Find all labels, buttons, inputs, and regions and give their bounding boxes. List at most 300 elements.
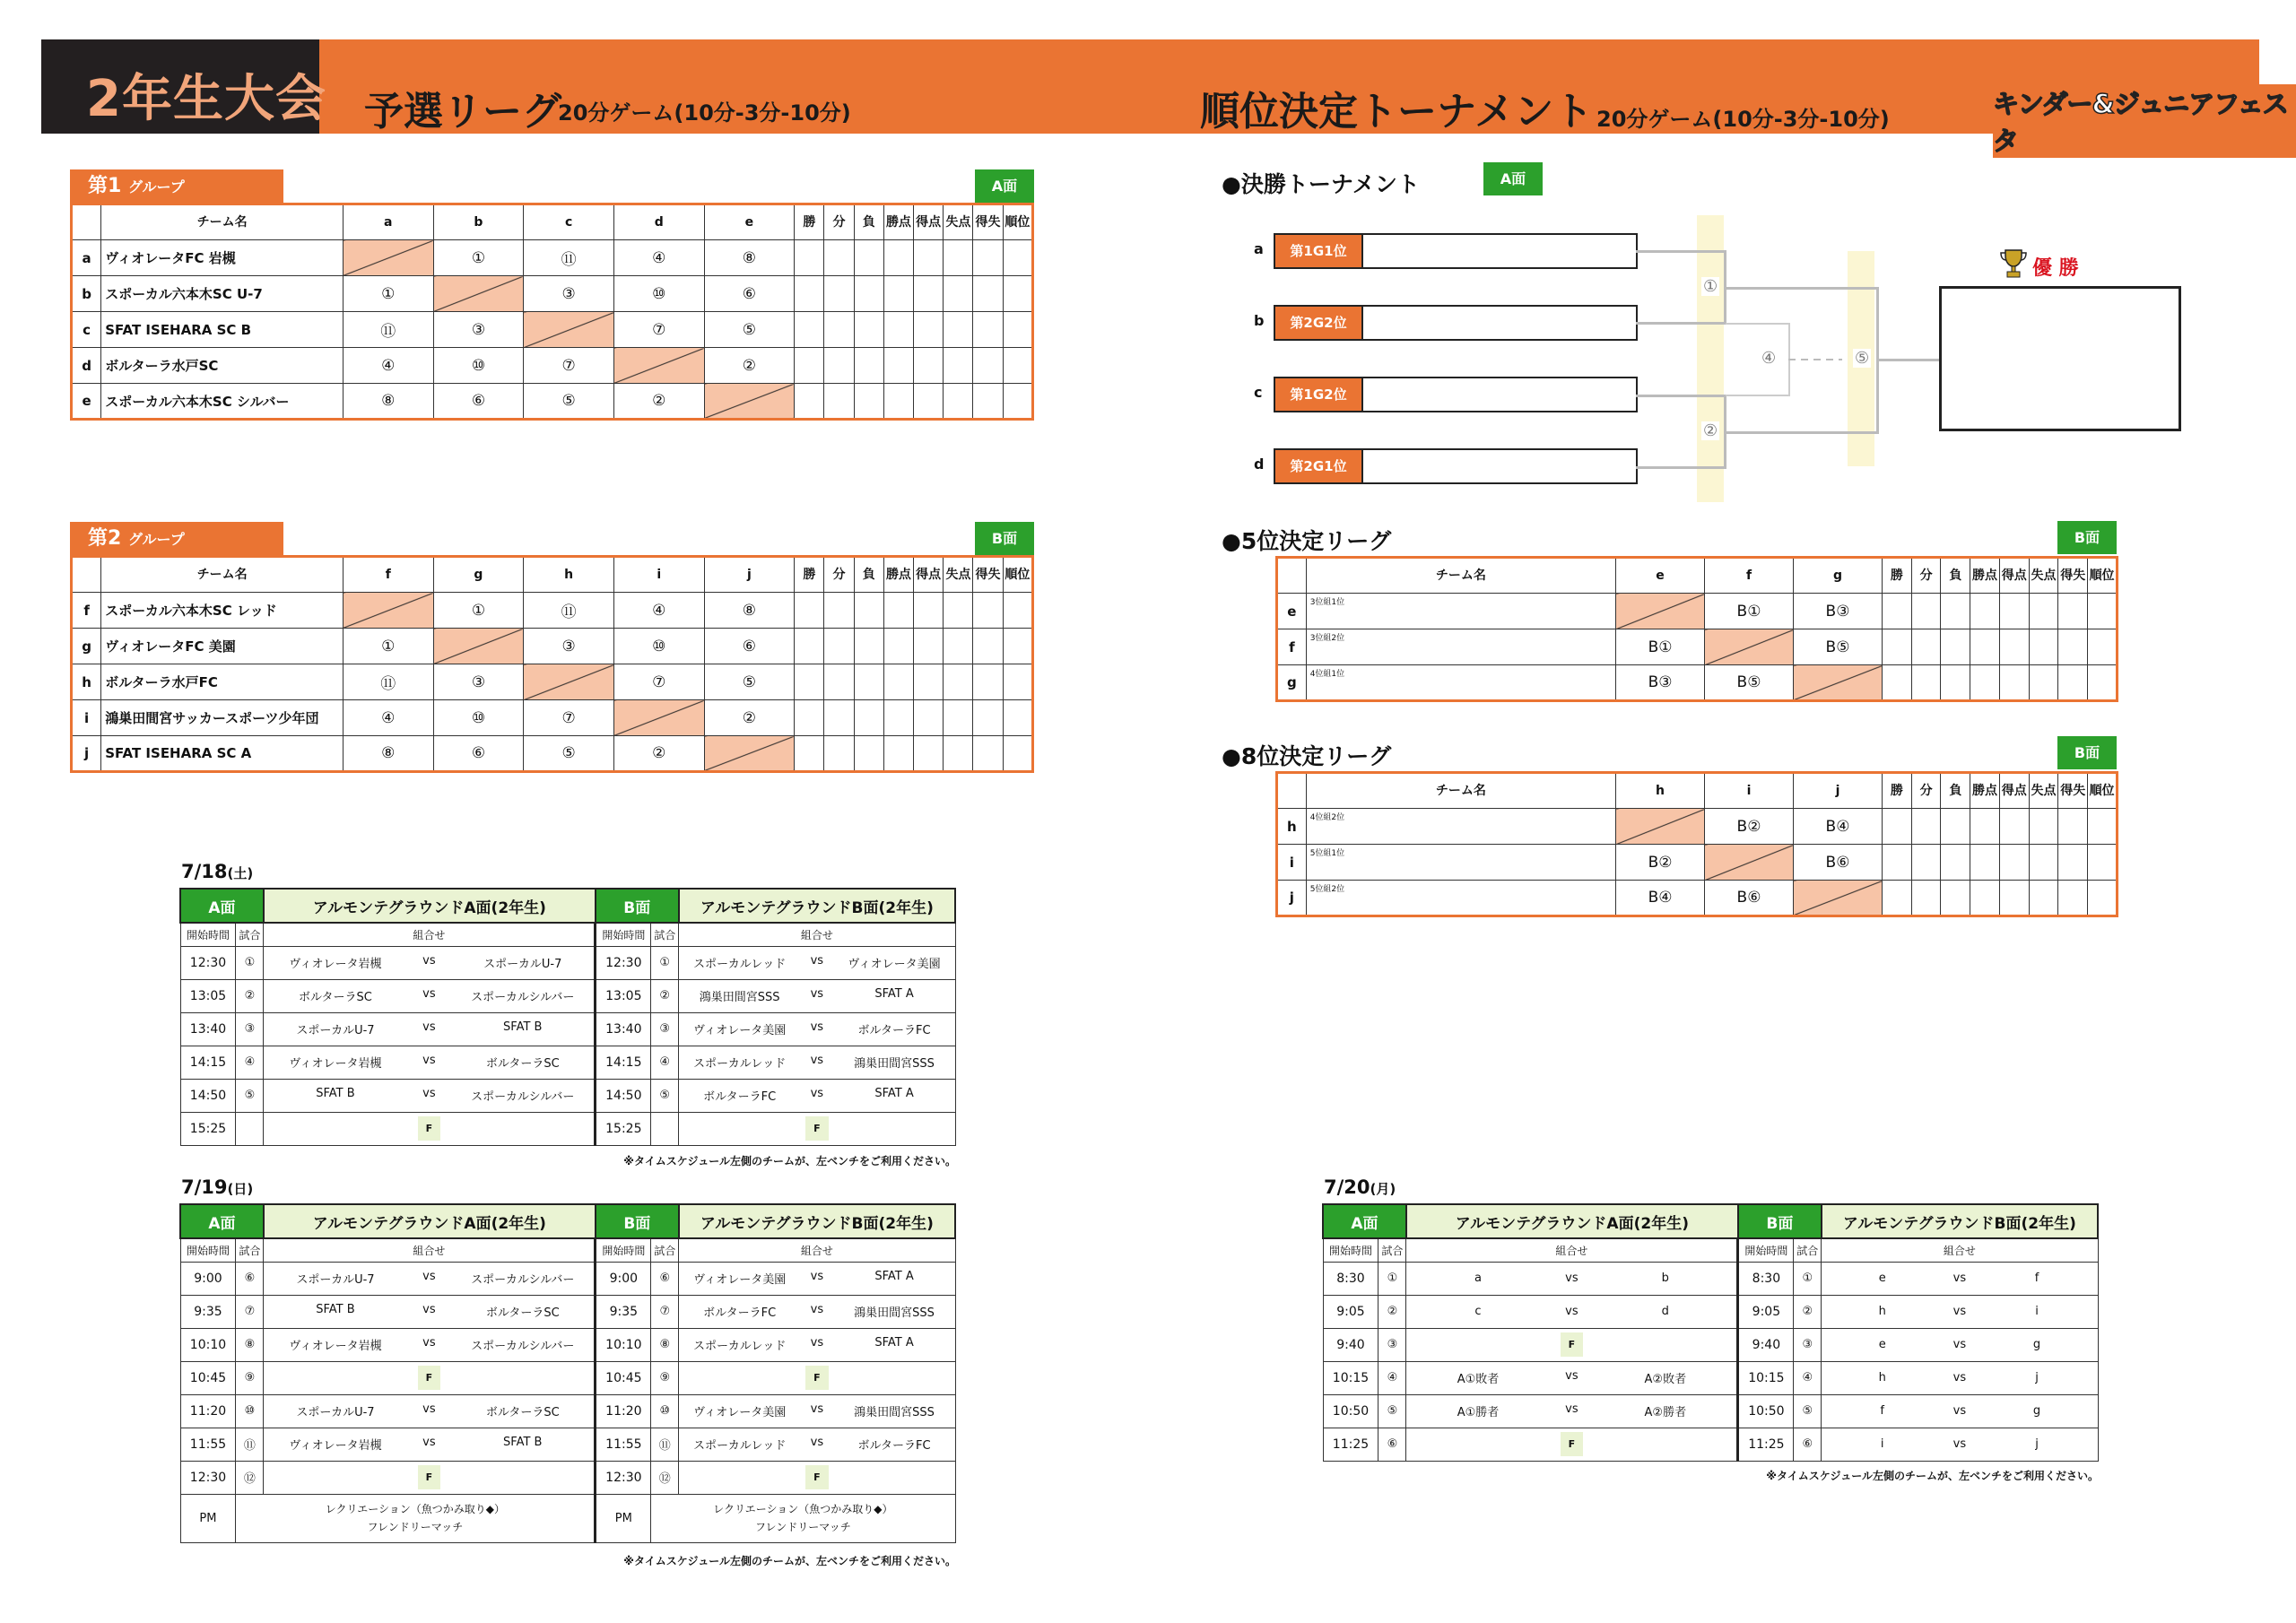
matchup-line: [679, 1336, 954, 1353]
start-time: 9:05: [1323, 1295, 1378, 1328]
self-cell: [704, 384, 795, 420]
stat-cell: [1970, 881, 2000, 916]
stat-cell: [824, 593, 854, 629]
team-row: [1277, 665, 2118, 701]
opponent-header: j: [704, 557, 795, 593]
stat-cell: [944, 593, 973, 629]
stat-header: 得点: [1999, 773, 2029, 809]
stat-cell: [1999, 665, 2029, 701]
matchup-line: [264, 1303, 594, 1320]
seed-label: 第1G1位: [1275, 235, 1363, 267]
match-cell: ①: [343, 276, 433, 312]
match-cell: B①: [1705, 594, 1794, 629]
matchup-line: [264, 1402, 594, 1419]
stat-cell: [2029, 881, 2058, 916]
stat-cell: [824, 384, 854, 420]
self-cell: [524, 312, 614, 348]
header-row: [72, 557, 1033, 593]
vs-label: vs: [422, 1270, 436, 1283]
team-letter: i: [72, 700, 101, 736]
matchup-line: [679, 1436, 954, 1453]
away-team: ボルターラFC: [857, 1024, 931, 1037]
match-cell: ⑥: [704, 276, 795, 312]
seed-label: 第2G1位: [1275, 450, 1363, 482]
team-row: [72, 629, 1033, 664]
stat-cell: [2058, 665, 2088, 701]
team-name: ヴィオレータFC 岩槻: [101, 240, 344, 276]
court-b-matchup: [679, 1361, 955, 1394]
stat-cell: [973, 384, 1003, 420]
stat-cell: [2088, 665, 2118, 701]
match-cell: ⑤: [704, 664, 795, 700]
matchup-line: [679, 1020, 954, 1037]
match-cell: ⑦: [613, 312, 704, 348]
match-cell: ⑪: [524, 593, 614, 629]
stat-cell: [854, 384, 883, 420]
stat-cell: [1999, 594, 2029, 629]
stat-header: 分: [1911, 558, 1941, 594]
day3-date-text: 7/20: [1324, 1176, 1370, 1198]
matchup-line: [679, 954, 954, 971]
opponent-header: a: [343, 204, 433, 240]
vs-label: vs: [422, 954, 436, 968]
self-cell: [343, 593, 433, 629]
seed-slot: [1274, 448, 1638, 484]
team-name: SFAT ISEHARA SC B: [101, 312, 344, 348]
matchup-line: [264, 954, 594, 971]
match-number: ⑦: [236, 1295, 264, 1328]
matchup-line: [264, 1020, 594, 1037]
stat-cell: [973, 312, 1003, 348]
stat-cell: [1999, 881, 2029, 916]
match-cell: ④: [613, 240, 704, 276]
team-row: [1277, 809, 2118, 845]
stat-header: 勝: [795, 204, 824, 240]
match-number: ②: [236, 979, 264, 1012]
stat-cell: [883, 629, 913, 664]
match-number: ⑫: [236, 1461, 264, 1494]
day3-schedule: [1322, 1203, 2099, 1462]
day3-note: ※タイムスケジュール左側のチームが、左ベンチをご利用ください。: [1766, 1470, 2099, 1482]
court-a-matchup: [264, 1112, 596, 1145]
corner-cell: [72, 204, 101, 240]
opponent-header: e: [704, 204, 795, 240]
day2-weekday: (日): [227, 1181, 254, 1197]
team-row: [1277, 594, 2118, 629]
team-row: [72, 593, 1033, 629]
game-header: 試合: [1378, 1238, 1406, 1262]
away-team: ボルターラSC: [485, 1057, 560, 1071]
day1-date-text: 7/18: [181, 861, 228, 882]
day2-note: ※タイムスケジュール左側のチームが、左ベンチをご利用ください。: [623, 1555, 956, 1567]
match-number: ⑫: [651, 1461, 679, 1494]
match-cell: ④: [343, 700, 433, 736]
start-time: 12:30: [596, 946, 651, 979]
stat-cell: [2058, 809, 2088, 845]
home-team: i: [1880, 1437, 1884, 1451]
stat-cell: [1970, 809, 2000, 845]
vs-label: vs: [422, 1020, 436, 1034]
match-number: ④: [1378, 1361, 1406, 1394]
team-letter: i: [1277, 845, 1307, 881]
bracket-line: [1876, 359, 1941, 361]
home-team: ヴィオレータ岩槻: [289, 1340, 382, 1353]
self-cell: [613, 700, 704, 736]
stat-cell: [1882, 809, 1911, 845]
team-name: SFAT ISEHARA SC A: [101, 736, 344, 772]
match-row: [1323, 1295, 2098, 1328]
header-row: [72, 204, 1033, 240]
match-number: ②: [1794, 1295, 1822, 1328]
column-header-row: [180, 1238, 955, 1262]
match-cell: ⑧: [704, 240, 795, 276]
match-number: ⑤: [651, 1079, 679, 1112]
stat-cell: [854, 593, 883, 629]
team-row: [72, 276, 1033, 312]
combo-header: 組合せ: [1822, 1238, 2098, 1262]
match-cell: B①: [1616, 629, 1705, 665]
stat-header: 負: [854, 557, 883, 593]
away-team: g: [2032, 1404, 2041, 1418]
stat-header: 順位: [2088, 773, 2118, 809]
home-team: スポーカルU-7: [296, 1406, 375, 1419]
start-time: 12:30: [596, 1461, 651, 1494]
group1-table: [70, 203, 1034, 421]
free-slot: F: [418, 1116, 441, 1141]
opponent-header: i: [1705, 773, 1794, 809]
stat-cell: [1911, 881, 1941, 916]
matchup-line: [1406, 1369, 1736, 1386]
free-slot: F: [805, 1116, 829, 1141]
court-b-matchup: [679, 1394, 955, 1428]
seed-slot: [1274, 233, 1638, 269]
match-row: [180, 979, 955, 1012]
match-row: [180, 1328, 955, 1361]
start-time: 9:00: [596, 1262, 651, 1295]
match-row: [180, 1079, 955, 1112]
start-time: 11:25: [1323, 1428, 1378, 1461]
home-team: a: [1474, 1271, 1482, 1285]
opponent-header: e: [1616, 558, 1705, 594]
vs-label: vs: [810, 954, 824, 968]
away-team: i: [2035, 1305, 2039, 1318]
home-team: スポーカルレッド: [693, 1340, 787, 1353]
court-b-matchup: [679, 1112, 955, 1145]
stat-cell: [795, 736, 824, 772]
match-cell: ⑦: [524, 348, 614, 384]
court-b-matchup: [679, 946, 955, 979]
stat-cell: [1970, 845, 2000, 881]
stat-header: 得点: [914, 204, 944, 240]
game-header: 試合: [1794, 1238, 1822, 1262]
combo-header: 組合せ: [264, 1238, 596, 1262]
start-time: 13:05: [180, 979, 236, 1012]
matchup-line: [1822, 1371, 2097, 1384]
stat-cell: [854, 664, 883, 700]
match-cell: ⑦: [613, 664, 704, 700]
time-header: 開始時間: [180, 923, 236, 946]
court-a-matchup: [264, 1046, 596, 1079]
stat-cell: [824, 736, 854, 772]
matchup-line: [1822, 1404, 2097, 1418]
stat-cell: [2029, 809, 2058, 845]
home-team: h: [1878, 1305, 1886, 1318]
self-cell: [1794, 665, 1883, 701]
combo-header: 組合せ: [264, 923, 596, 946]
pm-line2: フレンドリーマッチ: [367, 1521, 464, 1533]
away-team: b: [1661, 1271, 1669, 1285]
day3-weekday: (月): [1370, 1181, 1396, 1197]
self-cell: [433, 629, 524, 664]
team-row: [72, 348, 1033, 384]
team-name: スポーカル六本木SC レッド: [101, 593, 344, 629]
stat-cell: [1911, 594, 1941, 629]
final-tournament-title: ●決勝トーナメント: [1222, 171, 1420, 197]
home-team: A①敗者: [1457, 1373, 1500, 1386]
vs-label: vs: [1565, 1305, 1578, 1318]
match-row: [180, 1262, 955, 1295]
day2-date: [181, 1176, 253, 1198]
match-number: ⑥: [1794, 1428, 1822, 1461]
home-team: ヴィオレータ岩槻: [289, 958, 382, 971]
team-name-header: チーム名: [101, 204, 344, 240]
match-cell: B⑤: [1705, 665, 1794, 701]
vs-label: vs: [1565, 1369, 1578, 1383]
stat-cell: [1999, 629, 2029, 665]
court-b-matchup: [1822, 1295, 2098, 1328]
match-cell: ⑥: [433, 736, 524, 772]
match-row: [1323, 1394, 2098, 1428]
vs-label: vs: [810, 1336, 824, 1350]
match-row: [180, 1112, 955, 1145]
team-row: [1277, 881, 2118, 916]
stat-cell: [973, 664, 1003, 700]
team-letter: f: [72, 593, 101, 629]
team-slot: 5位組1位: [1306, 845, 1615, 881]
stat-cell: [854, 700, 883, 736]
start-time: 10:45: [596, 1361, 651, 1394]
home-team: 鴻巣田間宮SSS: [699, 991, 780, 1004]
team-slot: 3位組2位: [1306, 629, 1615, 665]
stat-cell: [973, 276, 1003, 312]
start-time: 10:10: [596, 1328, 651, 1361]
start-time: 9:40: [1323, 1328, 1378, 1361]
away-team: ボルターラSC: [485, 1306, 560, 1320]
match-cell: ⑪: [343, 664, 433, 700]
stat-cell: [883, 312, 913, 348]
stat-cell: [973, 593, 1003, 629]
team-letter: h: [1277, 809, 1307, 845]
stat-cell: [795, 348, 824, 384]
stat-cell: [1999, 845, 2029, 881]
matchup-line: [1406, 1305, 1736, 1318]
court-a-matchup: [1406, 1295, 1738, 1328]
group2-number: 第2: [88, 527, 122, 550]
stat-header: 失点: [2029, 773, 2058, 809]
match-number: ⑨: [236, 1361, 264, 1394]
stat-cell: [1882, 665, 1911, 701]
vs-label: vs: [1952, 1404, 1967, 1418]
team-letter: d: [72, 348, 101, 384]
stat-cell: [795, 664, 824, 700]
stat-header: 得失: [973, 557, 1003, 593]
match-cell: ①: [343, 629, 433, 664]
match-number: ⑤: [1378, 1394, 1406, 1428]
stat-header: 順位: [2088, 558, 2118, 594]
match-cell: ⑤: [524, 384, 614, 420]
start-time: 13:05: [596, 979, 651, 1012]
stat-cell: [2058, 845, 2088, 881]
away-team: 鴻巣田間宮SSS: [854, 1406, 935, 1419]
match-number: ⑥: [1378, 1428, 1406, 1461]
matchup-line: [679, 1054, 954, 1071]
bracket-line: [1636, 395, 1726, 397]
match-number: ③: [1378, 1328, 1406, 1361]
free-slot: F: [1561, 1332, 1584, 1357]
court-a-tag: A面: [180, 889, 264, 923]
ground-b-label: アルモンテグラウンドB面(2年生): [679, 1204, 955, 1238]
start-time: 11:25: [1738, 1428, 1794, 1461]
home-team: e: [1878, 1338, 1886, 1351]
match-cell: ⑦: [524, 700, 614, 736]
vs-label: vs: [810, 1436, 824, 1449]
match-mark: ④: [1761, 349, 1777, 368]
vs-label: vs: [1565, 1271, 1578, 1285]
court-a-matchup: [264, 946, 596, 979]
team-letter: f: [1277, 629, 1307, 665]
match-row: [180, 1295, 955, 1328]
team-name: 鴻巣田間宮サッカースポーツ少年団: [101, 700, 344, 736]
start-time: 10:15: [1738, 1361, 1794, 1394]
bracket-line: [1636, 322, 1726, 325]
match-number: ⑤: [1794, 1394, 1822, 1428]
team-name-header: チーム名: [1306, 558, 1615, 594]
day1-weekday: (土): [227, 865, 254, 881]
vs-label: vs: [422, 1303, 436, 1316]
match-cell: B②: [1705, 809, 1794, 845]
matchup-line: [1822, 1338, 2097, 1351]
matchup-line: [1406, 1402, 1736, 1419]
match-cell: B⑥: [1705, 881, 1794, 916]
match-cell: B⑤: [1794, 629, 1883, 665]
court-b-matchup: [679, 1079, 955, 1112]
away-team: SFAT A: [874, 1336, 914, 1350]
stat-header: 勝点: [883, 557, 913, 593]
pm-label: PM: [596, 1494, 651, 1542]
match-mark: ②: [1703, 421, 1718, 440]
opponent-header: j: [1794, 773, 1883, 809]
stat-cell: [1003, 664, 1032, 700]
home-team: h: [1878, 1371, 1886, 1384]
prelim-title: 予選リーグ: [364, 89, 561, 135]
game-header: 試合: [651, 1238, 679, 1262]
stat-header: 順位: [1003, 204, 1032, 240]
stat-cell: [1003, 384, 1032, 420]
home-team: SFAT B: [316, 1303, 355, 1316]
vs-label: vs: [1952, 1338, 1967, 1351]
day1-date: [181, 861, 253, 882]
stat-cell: [795, 629, 824, 664]
team-row: [72, 312, 1033, 348]
match-number: ⑧: [651, 1328, 679, 1361]
court-a-matchup: [1406, 1361, 1738, 1394]
court-b-matchup: [1822, 1428, 2098, 1461]
away-team: スポーカルシルバー: [471, 1090, 575, 1104]
away-team: j: [2035, 1371, 2039, 1384]
stat-cell: [973, 629, 1003, 664]
match-number: ②: [651, 979, 679, 1012]
match-number: ⑩: [236, 1394, 264, 1428]
time-header: 開始時間: [1323, 1238, 1378, 1262]
match-cell: ⑧: [343, 384, 433, 420]
matchup-line: [264, 1270, 594, 1287]
match-number: ④: [1794, 1361, 1822, 1394]
match-number: ①: [1378, 1262, 1406, 1295]
ranking-subtitle: 20分ゲーム(10分-3分-10分): [1596, 107, 1890, 132]
stat-cell: [883, 276, 913, 312]
stat-cell: [1882, 594, 1911, 629]
home-team: スポーカルU-7: [296, 1024, 375, 1037]
stat-header: 分: [1911, 773, 1941, 809]
stat-cell: [2088, 881, 2118, 916]
ground-b-label: アルモンテグラウンドB面(2年生): [679, 889, 955, 923]
vs-label: vs: [810, 987, 824, 1001]
court-b-tag: B面: [596, 889, 679, 923]
stat-cell: [944, 240, 973, 276]
court-b-matchup: [679, 1295, 955, 1328]
match-number: ①: [236, 946, 264, 979]
away-team: A②敗者: [1644, 1373, 1687, 1386]
start-time: 9:40: [1738, 1328, 1794, 1361]
vs-label: vs: [810, 1303, 824, 1316]
match-cell: ②: [613, 736, 704, 772]
stat-cell: [2088, 845, 2118, 881]
court-b-tag: B面: [596, 1204, 679, 1238]
home-team: ヴィオレータ岩槻: [289, 1439, 382, 1453]
vs-label: vs: [810, 1087, 824, 1100]
home-team: スポーカルレッド: [693, 1057, 787, 1071]
opponent-header: f: [1705, 558, 1794, 594]
day3-date: [1324, 1176, 1396, 1198]
column-header-row: [1323, 1238, 2098, 1262]
away-team: スポーカルシルバー: [471, 1273, 575, 1287]
start-time: 10:50: [1323, 1394, 1378, 1428]
away-team: SFAT A: [874, 1087, 914, 1100]
stat-cell: [973, 700, 1003, 736]
away-team: SFAT B: [503, 1020, 543, 1034]
game-header: 試合: [236, 1238, 264, 1262]
free-slot: F: [805, 1366, 829, 1390]
home-team: c: [1474, 1305, 1482, 1318]
match-row: [1323, 1328, 2098, 1361]
court-a-matchup: [264, 1262, 596, 1295]
stat-cell: [1941, 881, 1970, 916]
stat-cell: [944, 348, 973, 384]
vs-label: vs: [1952, 1371, 1967, 1384]
match-cell: ③: [524, 629, 614, 664]
champion-box: [1939, 286, 2181, 431]
home-team: ヴィオレータ美園: [693, 1273, 787, 1287]
start-time: 11:20: [596, 1394, 651, 1428]
team-name-header: チーム名: [1306, 773, 1615, 809]
seed-label: 第2G2位: [1275, 307, 1363, 339]
time-header: 開始時間: [180, 1238, 236, 1262]
match-number: ⑥: [236, 1262, 264, 1295]
court-b-matchup: [1822, 1328, 2098, 1361]
stat-cell: [973, 240, 1003, 276]
match-cell: ⑤: [704, 312, 795, 348]
away-team: ボルターラFC: [857, 1439, 931, 1453]
